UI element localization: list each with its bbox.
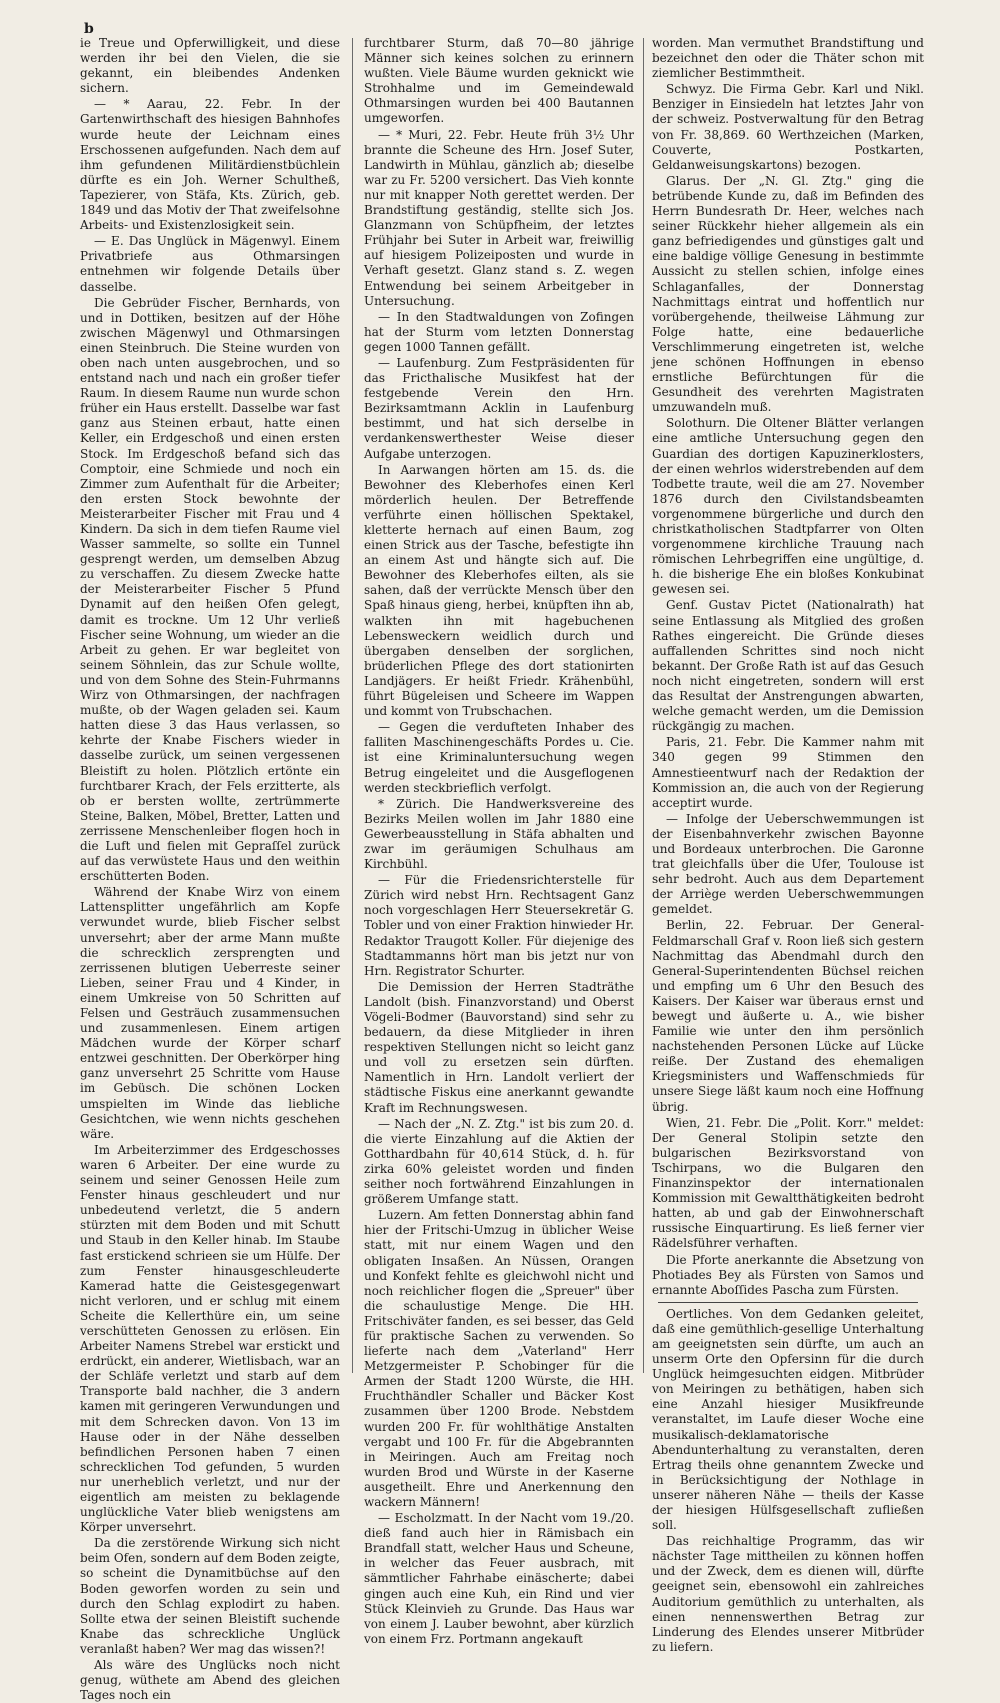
article-genf: Genf. Gustav Pictet (Nationalrath) hat seine Entlassung als Mitglied des großen Rathes eingereicht. Die Gründe dieses auffallenden Schrittes sind noch nicht bekannt. Der Große Rath ist auf das Gesuch noch nicht eingetreten, sondern will erst das Resultat der Anstrengungen abwarten, welche gemacht werden, um die Demission rückgängig zu machen. bbox=[652, 598, 924, 734]
article-luzern: Luzern. Am fetten Donnerstag abhin fand hier der Fritschi-Umzug in üblicher Weise statt, mit nur einem Wagen und den obligaten Insaßen. An Nüssen, Orangen und Konfekt fehlte es gleichwohl nicht und noch reichlicher flogen die „Spreuer" über die schaulustige Menge. Die HH. Fritschiväter fanden, es sei besser, das Geld für praktische Sachen zu verwenden. So lieferte nach dem „Vaterland" Herr Metzgermeister P. Schobinger für die Armen der Stadt 1200 Würste, die HH. Fruchthändler Schaller und Bäcker Kost zusammen über 1200 Brode. Nebstdem wurden 200 Fr. für wohlthätige Anstalten vergabt und 100 Fr. für die Abgebrannten in Meiringen. Auch am Freitag noch wurden Brod und Würste in der Kaserne ausgetheilt. Ehre und Anerkennung den wackern Männern! bbox=[364, 1208, 634, 1509]
paragraph: Die Demission der Herren Stadträthe Landolt (bish. Finanzvorstand) und Oberst Vögeli-Bodmer (Bauvorstand) sind sehr zu bedauern, da diese Mitglieder in ihren respektiven Stellungen nicht so leicht ganz und voll zu ersetzen sein dürften. Namentlich in Hrn. Landolt verliert der städtische Fiskus eine anerkannt gewandte Kraft im Rechnungswesen. bbox=[364, 979, 634, 1115]
column-2 bbox=[364, 36, 634, 1646]
section-divider bbox=[658, 1302, 918, 1303]
article-zuerich: * Zürich. Die Handwerksvereine des Bezirks Meilen wollen im Jahr 1880 eine Gewerbeausstellung in Stäfa abhalten und zwar im geräumigen Schulhaus am Kirchbühl. bbox=[364, 796, 634, 872]
column-1 bbox=[80, 36, 340, 1703]
article-glarus: Glarus. Der „N. Gl. Ztg." ging die betrübende Kunde zu, daß im Befinden des Herrn Bundesrath Dr. Heer, welches nach seiner Rückkehr hieher allgemein als ein ganz befriedigendes und günstiges galt und eine baldige völlige Genesung in bestimmte Aussicht zu stellen schien, infolge eines Schlaganfalles, der Donnerstag Nachmittags eintrat und hoffentlich nur vorübergehende, theilweise Lähmung zur Folge hatte, eine bedauerliche Verschlimmerung eingetreten ist, welche jene schönen Hoffnungen in ebenso ernstliche Befürchtungen für die Gesundheit des verehrten Magistraten umzuwandeln muß. bbox=[652, 173, 924, 415]
column-rule-2 bbox=[643, 38, 644, 1373]
column-3 bbox=[652, 36, 924, 1654]
paragraph: Während der Knabe Wirz von einem Lattensplitter ungefährlich am Kopfe verwundet wurde, blieb Fischer selbst unversehrt; aber der arme Mann mußte die schrecklich zersprengten und zerrissenen blutigen Ueberreste seiner Lieben, seiner Frau und 4 Kinder, in einem Umkreise von 50 Schritten auf Felsen und Gesträuch zusammensuchen und zusammenlesen. Einem artigen Mädchen wurde der Körper scharf entzwei geschnitten. Der Oberkörper hing ganz unversehrt 25 Schritte vom Hause im Gebüsch. Die schönen Locken umspielten im Winde das liebliche Gesichtchen, wie wenn nichts geschehen wäre. bbox=[80, 885, 340, 1141]
article-laufenburg: — Laufenburg. Zum Festpräsidenten für das Fricthalische Musikfest hat der festgebende Verein den Hrn. Bezirksamtmann Acklin in Laufenburg bestimmt, und hat sich derselbe in verdankenswerthester Weise dieser Aufgabe unterzogen. bbox=[364, 355, 634, 461]
paragraph: furchtbarer Sturm, daß 70—80 jährige Männer sich keines solchen zu erinnern wußten. Viele Bäume wurden geknickt wie Strohhalme und im Gemeindewald Othmarsingen wurden bei 400 Bautannen umgeworfen. bbox=[364, 36, 634, 126]
paragraph: — Gegen die verdufteten Inhaber des falliten Maschinengeschäfts Pordes u. Cie. ist eine Kriminaluntersuchung wegen Betrug eingeleitet und die Ausgeflogenen werden steckbrieflich verfolgt. bbox=[364, 720, 634, 795]
paragraph: Das reichhaltige Programm, das wir nächster Tage mittheilen zu können hoffen und der Zweck, dem es dienen will, dürfte geeignet sein, ebensowohl ein zahlreiches Auditorium gemüthlich zu unterhalten, als einen nennenswerthen Betrag zur Linderung des Elendes unserer Mitbrüder zu liefern. bbox=[652, 1534, 924, 1654]
article-solothurn: Solothurn. Die Oltener Blätter verlangen eine amtliche Untersuchung gegen den Guardian des dortigen Kapuzinerklosters, der einen wehrlos widerstrebenden auf dem Todbette traute, weil die am 27. November 1876 durch den Civilstandsbeamten vorgenommene bürgerliche und durch den christkatholischen Stadtpfarrer von Olten vorgenommene kirchliche Trauung nach römischen Lehrbegriffen eine ungültige, d. h. die bisherige Ehe ein bloßes Konkubinat gewesen sei. bbox=[652, 416, 924, 597]
paragraph: Die Pforte anerkannte die Absetzung von Photiades Bey als Fürsten von Samos und ernannte Aboſſides Pascha zum Fürsten. bbox=[652, 1252, 924, 1297]
article-maegenwyl-heading: — E. Das Unglück in Mägenwyl. Einem Privatbriefe aus Othmarsingen entnehmen wir folgende Details über dasselbe. bbox=[80, 234, 340, 294]
paragraph: Im Arbeiterzimmer des Erdgeschosses waren 6 Arbeiter. Der eine wurde zu seinem und seiner Genossen Heile zum Fenster hinaus geschleudert und nur unbedeutend verletzt, die 5 andern stürzten mit dem Boden und mit Schutt und Staub in den Keller hinab. Im Staube fast erstickend schrieen sie um Hülfe. Der zum Fenster hinausgeschleuderte Kamerad hatte die Geistesgegenwart nicht verloren, und er schlug mit einem Scheite die Kellerthüre ein, um seine verschütteten Genossen zu erlösen. Ein Arbeiter Namens Strebel war erstickt und erdrückt, ein anderer, Wietlisbach, war an der Schläfe verletzt und starb auf dem Transporte bald nachher, die 3 andern kamen mit geringeren Verwundungen und mit dem Schrecken davon. Von 13 im Hause oder in der Nähe desselben befindlichen Personen haben 7 einen schrecklichen Tod gefunden, 5 wurden nur unerheblich verletzt, und nur der eigentlich am meisten zu beklagende unglückliche Vater blieb wenigstens am Körper unversehrt. bbox=[80, 1142, 340, 1535]
article-zofingen: — In den Stadtwaldungen von Zofingen hat der Sturm vom letzten Donnerstag gegen 1000 Tannen gefällt. bbox=[364, 309, 634, 354]
article-schwyz: Schwyz. Die Firma Gebr. Karl und Nikl. Benziger in Einsiedeln hat letztes Jahr von der schweiz. Postverwaltung für den Betrag von Fr. 38,869. 60 Werthzeichen (Marken, Couverte, Postkarten, Geldanweisungskartons) bezogen. bbox=[652, 82, 924, 172]
paragraph: ie Treue und Opferwilligkeit, und diese werden ihr bei den Vielen, die sie gekannt, ein bleibendes Andenken sichern. bbox=[80, 36, 340, 96]
paragraph: worden. Man vermuthet Brandstiftung und bezeichnet den oder die Thäter schon mit ziemlicher Bestimmtheit. bbox=[652, 36, 924, 81]
article-paris: Paris, 21. Febr. Die Kammer nahm mit 340 gegen 99 Stimmen den Amnestieentwurf nach der Redaktion der Kommission an, die auch von der Regierung acceptirt wurde. bbox=[652, 735, 924, 810]
page-mark: b bbox=[84, 21, 94, 37]
column-rule-1 bbox=[352, 38, 353, 1373]
paragraph: Da die zerstörende Wirkung sich nicht beim Ofen, sondern auf dem Boden zeigte, so scheint die Dynamitbüchse auf den Boden geworfen worden zu sein und durch den Schlag explodirt zu haben. Sollte etwa der seinen Bleistift suchende Knabe das schreckliche Unglück veranlaßt haben? Wer mag das wissen?! bbox=[80, 1536, 340, 1656]
article-muri: — * Muri, 22. Febr. Heute früh 3½ Uhr brannte die Scheune des Hrn. Josef Suter, Landwirth in Mühlau, gänzlich ab; dieselbe war zu Fr. 5200 versichert. Das Vieh konnte nur mit knapper Noth gerettet werden. Der Brandstiftung geständig, stellte sich Jos. Glanzmann von Schüpfheim, der letztes Frühjahr bei Suter in Arbeit war, freiwillig auf hiesigem Polizeiposten und wurde in Verhaft gesetzt. Glanz stand s. Z. wegen Entwendung bei seinem Arbeitgeber in Untersuchung. bbox=[364, 127, 634, 308]
article-berlin: Berlin, 22. Februar. Der General-Feldmarschall Graf v. Roon ließ sich gestern Nachmittag das Abendmahl durch den General-Superintendenten Büchsel reichen und empfing um 6 Uhr den Besuch des Kaisers. Der Kaiser war überaus ernst und bewegt und äußerte u. A., wie bisher Familie wie unter den ihm persönlich nachstehenden Personen Lücke auf Lücke reiße. Der Zustand des ehemaligen Kriegsministers und Waffenschmieds für unsere Siege läßt kaum noch eine Hoffnung übrig. bbox=[652, 918, 924, 1114]
article-oertliches: Oertliches. Von dem Gedanken geleitet, daß eine gemüthlich-gesellige Unterhaltung am geeignetsten sein dürfte, um auch an unserm Orte den Opfersinn für die durch Unglück heimgesuchten eidgen. Mitbrüder von Meiringen zu bethätigen, haben sich eine Anzahl hiesiger Musikfreunde veranstaltet, im Laufe dieser Woche eine musikalisch-deklamatorische Abendunterhaltung zu veranstalten, deren Ertrag theils ohne genanntem Zwecke und in Berücksichtigung der Nothlage in unserer näheren Nähe — theils der Kasse der hiesigen Hülfsgesellschaft zufließen soll. bbox=[652, 1306, 924, 1533]
paragraph: Die Gebrüder Fischer, Bernhards, von und in Dottiken, besitzen auf der Höhe zwischen Mägenwyl und Othmarsingen einen Steinbruch. Die Steine wurden von oben nach unten ausgebrochen, und so entstand nach und nach ein großer tiefer Raum. In diesem Raume nun wurde schon früher ein Haus erstellt. Dasselbe war fast ganz aus Steinen erbaut, hatte einen Keller, ein Erdgeschoß und einen ersten Stock. Im Erdgeschoß befand sich das Comptoir, eine Schmiede und noch ein Zimmer zum Aufenthalt für die Arbeiter; den ersten Stock bewohnte der Meisterarbeiter Fischer mit Frau und 4 Kindern. Da sich in dem tiefen Raume viel Wasser sammelte, so sollte ein Tunnel gesprengt werden, um demselben Abzug zu verschaffen. Zu diesem Zwecke hatte der Meisterarbeiter Fischer 5 Pfund Dynamit auf den heißen Ofen gelegt, damit es trockne. Um 12 Uhr verließ Fischer seine Wohnung, um wieder an die Arbeit zu gehen. Er war begleitet von seinem Söhnlein, das zur Schule wollte, und von dem Sohne des Stein-Fuhrmanns Wirz von Othmarsingen, der nachfragen mußte, ob der Wagen geladen sei. Kaum hatten diese 3 das Haus verlassen, so kehrte der Knabe Fischers wieder in dasselbe zurück, um seinen vergessenen Bleistift zu holen. Plötzlich ertönte ein furchtbarer Krach, der Fels erzitterte, als ob er bersten wollte, zertrümmerte Steine, Balken, Möbel, Bretter, Latten und zerrissene Menschenleiber flogen hoch in die Luft und fielen mit Gepraſſel zurück auf das verwüstete Haus und den weithin erschütterten Boden. bbox=[80, 295, 340, 884]
article-aarau: — * Aarau, 22. Febr. In der Gartenwirthschaft des hiesigen Bahnhofes wurde heute der Leichnam eines Erschossenen aufgefunden. Nach dem auf ihm gefundenen Militärdienstbüchlein dürfte es ein Joh. Werner Schultheß, Tapezierer, von Stäfa, Kts. Zürich, geb. 1849 und das Motiv der That zweifelsohne Arbeits- und Existenzlosigkeit sein. bbox=[80, 97, 340, 233]
article-escholzmatt: — Escholzmatt. In der Nacht vom 19./20. dieß fand auch hier in Rämisbach ein Brandfall statt, welcher Haus und Scheune, in welcher das Feuer ausbrach, mit sämmtlicher Fahrhabe einäscherte; dabei gingen auch eine Kuh, ein Rind und vier Stück Kleinvieh zu Grunde. Das Haus war von einem J. Lauber bewohnt, aber kürzlich von einem Frz. Portmann angekauft bbox=[364, 1511, 634, 1646]
paragraph: — Infolge der Ueberschwemmungen ist der Eisenbahnverkehr zwischen Bayonne und Bordeaux unterbrochen. Die Garonne trat gleichfalls über die Ufer, Toulouse ist sehr bedroht. Auch aus dem Departement der Arriège werden Ueberschwemmungen gemeldet. bbox=[652, 811, 924, 917]
paragraph: — Für die Friedensrichterstelle für Zürich wird nebst Hrn. Rechtsagent Ganz noch vorgeschlagen Herr Steuersekretär G. Tobler und von einer Fraktion hinwieder Hr. Redaktor Traugott Koller. Für diejenige des Stadtammanns hört man bis jetzt nur von Hrn. Registrator Schurter. bbox=[364, 873, 634, 978]
article-aarwangen: In Aarwangen hörten am 15. ds. die Bewohner des Kleberhofes einen Kerl mörderlich heulen. Der Betreffende verführte einen höllischen Spektakel, kletterte hernach auf einen Baum, zog einen Strick aus der Tasche, befestigte ihn an einem Ast und hängte sich auf. Die Bewohner des Kleberhofes eilten, als sie sahen, daß der verrückte Mensch über den Spaß hinaus gieng, herbei, knüpften ihn ab, walkten ihn mit hagebuchenen Lebensweckern weidlich durch und übergaben denselben der sorglichen, brüderlichen Pflege des dort stationirten Landjägers. Er heißt Friedr. Krähenbühl, führt Bügeleisen und Scheere im Wappen und kommt von Trubschachen. bbox=[364, 462, 634, 719]
article-wien: Wien, 21. Febr. Die „Polit. Korr." meldet: Der General Stolipin setzte den bulgarischen Bezirksvorstand von Tschirpans, wo die Bulgaren den Finanzinspektor der internationalen Kommission mit Gewaltthätigkeiten bedroht hatten, ab und gab der Einwohnerschaft russische Einquartirung. Es ließ ferner vier Rädelsführer verhaften. bbox=[652, 1115, 924, 1251]
paragraph: — Nach der „N. Z. Ztg." ist bis zum 20. d. die vierte Einzahlung auf die Aktien der Gotthardbahn für 40,614 Stück, d. h. für zirka 60% geleistet worden und finden seither noch fortwährend Einzahlungen in größerem Umfange statt. bbox=[364, 1116, 634, 1207]
paragraph: Als wäre des Unglücks noch nicht genug, wüthete am Abend des gleichen Tages noch ein bbox=[80, 1658, 340, 1703]
